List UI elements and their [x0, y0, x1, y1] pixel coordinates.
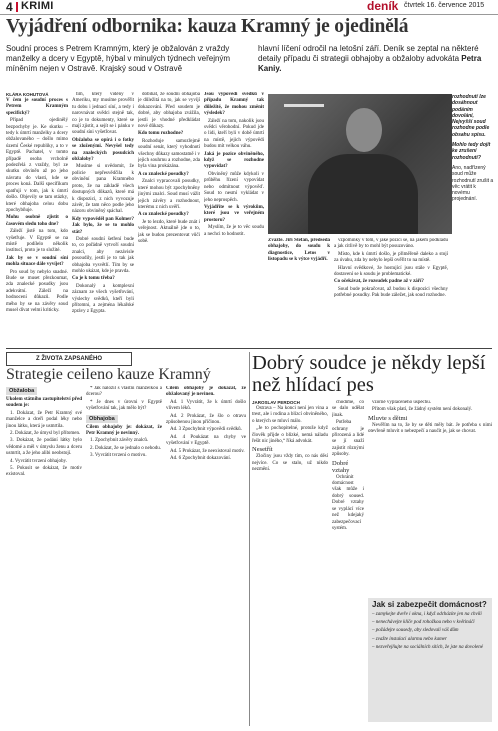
paragraph: Místo, kde k úmrtí došlo, je přiměřeně daleko a stojí za úvahu, zda by nebylo lepší ověřit to na místě.	[334, 251, 448, 264]
question: Jak by se v soudní síni mohla situace dále vyvíjet?	[6, 255, 68, 268]
photo-lamp	[284, 104, 324, 107]
article1-byline: KLÁRA KOHUTOVÁ	[6, 92, 49, 97]
paragraph: tím, který viděný v Ameriku, my musíme prověřit tu dobu i jednací síní, a tedy i narovnávat svědci stejně tak, co je to dokumenty, které se mají zjistit, a sejít se i pánku v soudní síni vyšetřovat.	[72, 92, 134, 136]
paragraph: „Je to pochopitelné, protože když člověk přijde o blízké, nemá náladu řešit nic jiného,“ říká advokát.	[252, 426, 328, 445]
paragraph: Dobré soudní šetření bude to, co pořádně vytvoří soudní znalci, aby nezávisle posoudily, jestli je to tak jak obhajoba vysvětlí. Tím by se mohlo ukázat, kde je pravda.	[72, 236, 134, 274]
paragraph: Ad. 4 Poukázat na chyby ve vyšetřování v Egyptě.	[166, 434, 246, 447]
question: Jaká je pozice obviněného, když se rozhodne vypovídat?	[204, 151, 264, 170]
paragraph: 1. Zpochybnit závěry znalců.	[90, 438, 149, 444]
paragraph: Záleží jistě na tom, kdo vyšetřuje. V Egyptě se na místě podílelo několik institucí, proto je to složité.	[6, 229, 68, 254]
paragraph: 4. Vyvrátit tvrzení obhajoby.	[10, 458, 67, 464]
paragraph: 2. Dokázat, že úmysl byl přítomen.	[10, 431, 81, 437]
article2-col1	[6, 386, 82, 726]
paragraph: Znalci vypracovali posudky, které mohou být zpochybněny jinými znalci. Soud musí vážit jejich závěry a rozhodnout, kterému z nich uvěří.	[138, 179, 200, 210]
question: V čem je soudní proces s Petrem Kramným specifický?	[6, 98, 68, 116]
paragraph: Dokonalý a komplexní záznam ze všech vyšetřování, výslechy svědků, kteří byli přítomni, a zejména lékařské zprávy z Egypta.	[72, 283, 134, 315]
box-item: – nenechávejte klíče pod rohožkou nebo v květináči	[372, 620, 475, 626]
intro: Cílem obhajoby je: dokázat, že Petr Kramný je nevinný.	[86, 424, 162, 437]
question: A co znalecké posudky?	[138, 212, 189, 218]
paragraph: Zločiny jsou vždy tím, co nás děsí nejvíce. Co se stalo, už nikdo nezmění.	[252, 454, 328, 473]
paragraph: Obviněný může kdykoli v průběhu řízení vypovídat nebo odmítnout výpověď. Soud to nesmí vykládat v jeho neprospěch.	[204, 171, 264, 203]
issue-date: čtvrtek 16. července 2015	[404, 2, 485, 9]
paragraph: Ad. 3 Zpochybnit výpovědi svědků.	[170, 427, 242, 433]
box-item: – zvažte instalaci alarmu nebo kamer	[372, 636, 447, 642]
question: Kdy vypověděl pan Kolmer? Jak bylo, že se to mohlo stát?	[72, 216, 134, 235]
paragraph: Soud bude pokračovat, až budou k dispozici všechny potřebné posudky. Pak bude záležet, jak soud rozhodne.	[334, 286, 448, 299]
question: Kdo tomu rozhodne?	[138, 131, 184, 137]
paragraph: Ochránit domácnost však může i dobrý soused. Dobré vztahy se vyplácí více než kdejaký zabezpečovací systém.	[332, 474, 364, 531]
question: Jsou výpovědi svědků v případu Kramný tak důležité, že mohou změnit výsledek?	[204, 92, 264, 117]
question: Mohu osobně zjistit o časovém sledu toho dne?	[6, 215, 68, 227]
paragraph: Ad. 5 Prokázat, že neexistoval motiv.	[170, 448, 245, 454]
article1-col6	[334, 238, 448, 346]
article3-col3	[368, 400, 492, 594]
paragraph: Musíme si uvědomit, že policie nepřesvědčila k obvinění pana Kramného proto, že na základě všech dostupných důkazů, které má k dispozici, z nich vyvozuje závěr, že tam něco podle jeho názoru obviněný spáchal.	[72, 164, 134, 215]
question: Co je k tomu třeba?	[72, 276, 115, 282]
subtitle: Mluvte s dětmi	[368, 414, 408, 422]
paragraph: 3. Vyvrátit tvrzení o motivu.	[90, 453, 147, 459]
security-tips-box	[368, 598, 492, 722]
rubric-title: KRIMI	[21, 0, 54, 12]
article1-photo	[268, 94, 452, 234]
sidebar-text: rozhodnutí lze dosáhnout podáním dovolání, Nejvyšší soud rozhodne podle obsahu spisu.	[452, 94, 490, 138]
subhead-obhajoba: Obhajoba	[86, 415, 118, 423]
article2-headline: Strategie ceileno kauze Kramný	[6, 366, 211, 383]
paragraph: Přitom však platí, že žádný systém není dokonalý.	[372, 407, 473, 413]
article1-col1	[6, 92, 68, 346]
column-rule	[249, 352, 250, 726]
paragraph: vzorně vyplaceného úspěchu.	[372, 400, 432, 405]
box-item: – požádejte sousedy, aby sledovali váš dům	[372, 628, 459, 634]
paragraph: Ostrava – Na konci není jen vina a trest, ale i rodina a blízcí obviněného, o kterých se mluví málo.	[252, 406, 328, 424]
question: Vyjádříte se k výrokům, které jsou ve veřejném prostoru?	[204, 204, 264, 223]
photo-caption: Zvažte. Jiří Štefan, předseda obhajoby, do soudu k diagnostice, Letos v listopadu se k výtce vyjádří.	[268, 238, 330, 263]
paragraph: 5. Pokusit se dokázat, že motiv existoval.	[6, 466, 82, 478]
article1-col3	[138, 92, 200, 346]
subtitle: Dobré vztahy	[332, 459, 350, 474]
article3-headline: Dobrý soudce je někdy lepší než hlídací pes	[252, 352, 486, 396]
paragraph: Nevěřím na to, že by se děti měly bát. Je potřeba s nimi otevřeně mluvit o nebezpečí a naučit je, jak se chovat.	[368, 422, 492, 435]
newspaper-logo: deník	[367, 0, 399, 13]
box-item: – zamykejte dveře i okna, i když odcházíte jen na chvíli	[372, 612, 482, 617]
paragraph: Záleží na tom, nakolik jsou svědci věrohodní. Pokud jde o lidi, kteří byli v době úmrtí na místě, jejich výpovědi budou mít velkou váhu.	[204, 118, 264, 150]
question: A co znalecké posudky?	[138, 171, 189, 177]
paragraph: Rozhoduje samozřejmě soudní senát, který vyhodnotí všechny důkazy samostatně i v jejich souhrnu a rozhodne, zda byla vina prokázána.	[138, 138, 200, 170]
paragraph: Hlavní svědkové, že hostující jsou stále v Egyptě, dostavení se k soudu je problematické.	[334, 265, 448, 278]
intro: Cílem obhajoby je dokázat, že obžalovaný je nevinen.	[166, 386, 246, 398]
paragraph: 2. Dokázat, že se jednalo o nehodu.	[90, 445, 161, 451]
article3-byline: JAROSLAV PERDOCH	[252, 400, 300, 405]
box-body	[372, 612, 488, 653]
article1-col5	[268, 238, 330, 346]
photo-person-head	[346, 108, 382, 152]
photo-person-body	[308, 154, 418, 234]
article1-lead-name: Petra Kaniy.	[258, 54, 482, 73]
paragraph: Ad. 1 Vyvrátit, že k úmrtí došlo vlivem léků.	[166, 399, 246, 412]
box-title: Jak si zabezpečit domácnost?	[372, 600, 487, 609]
article3-col1	[252, 400, 328, 726]
paragraph: vzpomínky v tom, v jaké pozici se, na jakém podkladu a jak citlivě by to mohl být posuzováno.	[334, 238, 448, 250]
article1-lead-right-text: hlavní líčení odročil na letošní září. Deník se zeptal na některé detaily případu či strategii obhajoby a obžaloby advokáta	[258, 44, 479, 63]
rubric-marker	[16, 2, 18, 12]
section-banner: Z ŽIVOTA ZAPSANÉHO	[6, 352, 132, 366]
paragraph: 1. Dokázat, že Petr Kramný své manželce a dceři podal léky nebo jinou látku, která je usmrtila.	[6, 410, 82, 429]
paragraph: Potřeba ochrany je přirozená a lidé se jí snaží zajistit různými způsoby.	[332, 420, 364, 458]
page-number: 4	[6, 0, 13, 14]
paragraph: 3. Dokázat, že podání látky bylo vědomé a měl v úmyslu ženu a dceru usmrtit, a že jeho alibi neobstojí.	[6, 438, 82, 457]
article2-col3	[166, 386, 246, 726]
paragraph: dobíhat, že soudní obhajoba je důležitá na to, jak se vyvíjí dokazování. Před soudem je dobré, aby obhajoba zvážila, jestli je vhodné předkládat nové důkazy.	[138, 92, 200, 130]
paragraph: Ad. 2 Prokázat, že šlo o otravu způsobenou jinou příčinou.	[166, 413, 246, 426]
article1-col4	[204, 92, 264, 346]
paragraph: chodíme, co se dalo udělat jinak.	[332, 400, 364, 418]
article1-lead-left: Soudní proces s Petrem Kramným, který je obžalován z vraždy manželky a dcery v Egyptě, hýbal v minulých týdnech veřejným míněním nejen v Ostravě. Krajský soud v Ostravě	[6, 44, 231, 73]
paragraph: Případ ojedinělý bezpochyby je. Ke skutku – tedy k úmrtí manželky a dcery obžalovaného – došlo mimo území České republiky, a to v Egyptě. Pachatel, v tomto případě osoba vrcholně podezřelá z vraždy, byl ze skutku obviněn až po jeho návratu do vlasti, kde se proces koná. Další specifikum spatřuji v tom, jak k úmrtí došlo. Objevily se tam otázky, které obhajoba celou dobu zpochybňuje.	[6, 118, 68, 213]
article1-sidebar	[452, 94, 494, 344]
article1-lead-right	[258, 44, 494, 74]
sidebar-text: Ano, nadřízený soud může rozhodnutí zrušit a věc vrátit k novému projednání.	[452, 164, 494, 203]
question: Obžaloba se opírá i o fotky se zloženými. Nevyšel tedy na znaleckých posudcích obžaloby?	[72, 137, 134, 163]
subtitle: Nesetřít	[252, 446, 273, 454]
box-item: – nezveřejňujte na sociálních sítích, že jste na dovolené	[372, 644, 483, 650]
article2-col2	[86, 386, 162, 726]
paragraph: * Je dnes v úrovni v Egyptě vyšetřování tak, jak mělo být?	[86, 399, 162, 412]
intro: Ukolem státního zastupitelství před soudem je:	[6, 397, 82, 409]
article3-col2	[332, 400, 364, 726]
paragraph: Je to lezdo, které bude znát i veřejnost. Aktuálně jde o to, jak se budou prezentovat vůči sobě.	[138, 219, 200, 244]
article1-headline: Vyjádření odbornika: kauza Kramný je ojedinělá	[6, 16, 409, 37]
article1-col2	[72, 92, 134, 346]
paragraph: Ad. 6 Zpochybnit dokazování.	[170, 456, 231, 462]
paragraph: Pro soud by nebylo snadné. Bude se muset přezkoumat, zda znalecké posudky jsou adekvátní. Záleží na hodnocení důkazů. Podle mého by se na závěry soud musel dívat velmi kriticky.	[6, 269, 68, 313]
subhead-obzaloba: Obžaloba	[6, 387, 37, 395]
section-divider	[6, 348, 492, 349]
paragraph: * Jak naložil s vlastní manželkou a dcerou?	[86, 386, 162, 398]
masthead	[0, 0, 498, 15]
paragraph: Myslím, že je to věc soudu a nechci to hodnotit.	[204, 225, 264, 237]
question: Co očekávat, že rozsudek padne až v září?	[334, 279, 424, 285]
sidebar-question: Mohlo tedy dojít ke zrušení rozhodnutí?	[452, 142, 491, 161]
